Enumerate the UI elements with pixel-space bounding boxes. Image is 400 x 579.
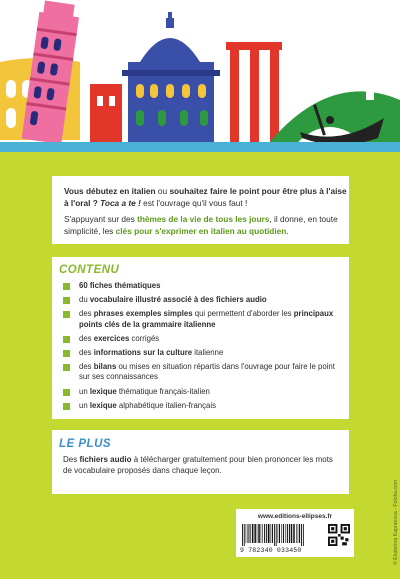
green-square-bullet-icon: [63, 283, 70, 290]
contenu-list-item: [63, 309, 343, 330]
contenu-item-segment: phrases exemples simples: [93, 309, 193, 319]
contenu-title: CONTENU: [59, 264, 120, 276]
intro-paragraph-1-segment: souhaitez faire le point pour être plus à l'aise à l'oral ?: [64, 186, 347, 208]
intro-paragraph-1-segment: est l'ouvrage qu'il vous faut !: [140, 197, 248, 208]
contenu-item-segment: ou mises en situation répartis dans l'ouvrage pour faire le point sur ses connaissances: [79, 361, 335, 382]
intro-paragraph-2-segment: , il donne, en toute simplicité, les: [64, 214, 338, 236]
contenu-item-segment: principaux points clés de la grammaire italienne: [79, 309, 334, 329]
qr-code-icon: [328, 524, 350, 546]
intro-paragraph-1-segment: Toca a te !: [100, 197, 141, 208]
contenu-item-segment: 60 fiches thématiques: [79, 281, 161, 290]
contenu-item-segment: des: [79, 309, 94, 319]
green-square-bullet-icon: [63, 311, 70, 318]
contenu-list-item: [63, 401, 343, 412]
italian-landmarks-illustration: [0, 0, 400, 152]
intro-panel: [52, 176, 349, 244]
contenu-item-segment: des: [79, 361, 94, 371]
le-plus-text-segment: fichiers audio: [79, 455, 132, 464]
intro-paragraph-2-segment: clés pour s'exprimer en italien au quotidien: [115, 225, 287, 236]
intro-paragraph-1-segment: Vous débutez en italien: [64, 186, 156, 196]
contenu-item-segment: du: [79, 295, 90, 305]
contenu-item-segment: corrigés: [129, 333, 160, 343]
le-plus-panel: [52, 430, 349, 494]
green-square-bullet-icon: [63, 403, 70, 410]
contenu-item-segment: bilans: [93, 361, 117, 371]
barcode-panel: [236, 509, 354, 557]
contenu-item-segment: qui permettent d'aborder les: [192, 309, 294, 319]
contenu-list-item: [63, 281, 343, 292]
intro-paragraph-2: [64, 214, 349, 237]
intro-paragraph-2-segment: thèmes de la vie de tous les jours: [137, 214, 270, 224]
contenu-list: [63, 281, 343, 415]
green-square-bullet-icon: [63, 389, 70, 396]
contenu-item-segment: thématique français-italien: [116, 386, 210, 396]
roman-columns-icon: [226, 42, 282, 144]
contenu-item-segment: un: [79, 386, 90, 396]
le-plus-text-segment: Des: [63, 455, 80, 464]
green-square-bullet-icon: [63, 297, 70, 304]
intro-paragraph-2-segment: S'appuyant sur des: [64, 214, 138, 224]
intro-paragraph-2-segment: .: [286, 225, 289, 236]
isbn-digits: 9 782340 033450: [240, 547, 302, 554]
green-square-bullet-icon: [63, 336, 70, 343]
publisher-website: www.editions-ellipses.fr: [257, 513, 333, 520]
intro-paragraph-1: [64, 186, 349, 209]
contenu-item-segment: vocabulaire illustré associé à des fichiers audio: [89, 295, 267, 305]
contenu-panel: [52, 257, 349, 419]
green-square-bullet-icon: [63, 364, 70, 371]
contenu-item-segment: des: [79, 347, 94, 357]
le-plus-text: [63, 454, 341, 476]
le-plus-title: LE PLUS: [59, 438, 112, 450]
contenu-item-segment: un: [79, 400, 90, 410]
contenu-item-segment: des: [79, 333, 94, 343]
green-square-bullet-icon: [63, 350, 70, 357]
contenu-list-item: [63, 334, 343, 345]
le-plus-text-segment: à télécharger gratuitement pour bien prononcer les mots de vocabulaire proposés dans chaque leçon.: [63, 455, 333, 475]
contenu-item-segment: lexique: [89, 386, 117, 396]
barcode-icon: [242, 524, 326, 546]
contenu-item-segment: informations sur la culture: [93, 347, 193, 357]
intro-paragraph-1-segment: ou: [155, 186, 170, 196]
photo-credit: © Ekaterina Kapranova - Fotolia.com: [393, 479, 399, 565]
contenu-item-segment: italienne: [192, 347, 224, 357]
contenu-list-item: [63, 387, 343, 398]
contenu-list-item: [63, 295, 343, 306]
contenu-list-item: [63, 348, 343, 359]
contenu-list-item: [63, 362, 343, 383]
contenu-item-segment: alphabétique italien-français: [116, 400, 216, 410]
contenu-item-segment: lexique: [89, 400, 117, 410]
contenu-item-segment: exercices: [93, 333, 130, 343]
